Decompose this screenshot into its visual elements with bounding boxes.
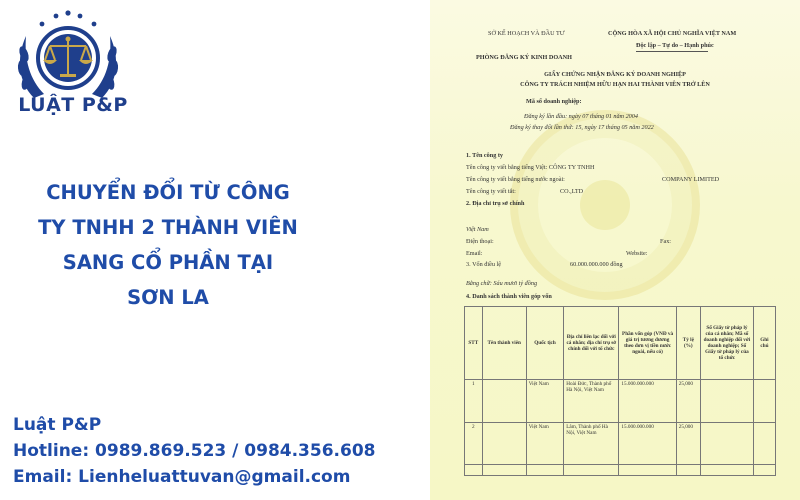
nation-heading: CỘNG HÒA XÃ HỘI CHỦ NGHĨA VIỆT NAM [608, 30, 737, 37]
table-cell-ratio: 25,000 [676, 422, 700, 464]
table-cell-empty [526, 464, 563, 475]
company-name-short-value: CO.,LTD [560, 188, 584, 195]
office-email-label: Email: [466, 250, 483, 257]
enterprise-code-label: Mã số doanh nghiệp: [526, 98, 582, 105]
charter-capital-value: 60.000.000.000 đồng [570, 261, 623, 268]
table-cell-name [482, 380, 526, 422]
first-registration: Đăng ký lần đầu: ngày 07 tháng 01 năm 2004 [524, 113, 638, 120]
table-header: Quốc tịch [526, 307, 563, 380]
capital-in-words: Bằng chữ: Sáu mươi tỷ đồng [466, 280, 538, 287]
table-header: Ghi chú [753, 307, 775, 380]
contact-hotline: Hotline: 0989.869.523 / 0984.356.608 [13, 441, 376, 461]
table-header: Tỷ lệ (%) [676, 307, 700, 380]
table-cell-name [482, 422, 526, 464]
table-row [465, 380, 776, 422]
certificate-title: GIẤY CHỨNG NHẬN ĐĂNG KÝ DOANH NGHIỆP [544, 71, 686, 78]
table-cell-empty [753, 464, 775, 475]
table-cell-nationality: Việt Nam [526, 380, 563, 422]
contact-email: Email: Lienheluattuvan@gmail.com [13, 467, 351, 487]
brand-name: LUẬT P&P [18, 94, 128, 116]
members-table [464, 306, 776, 476]
nation-motto: Độc lập – Tự do – Hạnh phúc [636, 42, 714, 49]
table-cell-id [700, 380, 753, 422]
page-headline [18, 175, 318, 315]
table-cell-nationality: Việt Nam [526, 422, 563, 464]
office-website-label: Website: [626, 250, 648, 257]
section-head-office: 2. Địa chỉ trụ sở chính [466, 200, 525, 207]
company-name-vi: Tên công ty viết bằng tiếng Việt: CÔNG TY TNHH [466, 164, 595, 171]
table-cell-note [753, 422, 775, 464]
emblem-watermark-center [580, 180, 630, 230]
table-cell-empty [619, 464, 676, 475]
table-header: STT [465, 307, 483, 380]
company-name-foreign-value: COMPANY LIMITED [662, 176, 720, 183]
table-cell-capital: 15.000.000.000 [619, 380, 676, 422]
table-cell-note [753, 380, 775, 422]
headline-line: CHUYỂN ĐỔI TỪ CÔNG [46, 181, 290, 204]
table-cell-empty [564, 464, 619, 475]
table-cell-capital: 15.000.000.000 [619, 422, 676, 464]
office-country: Việt Nam [466, 226, 489, 233]
headline-line: SƠN LA [127, 286, 209, 309]
table-cell-empty [465, 464, 483, 475]
table-header: Số Giấy tờ pháp lý của cá nhân; Mã số doanh nghiệp đối với doanh nghiệp; Số Giấy tờ pháp lý của tổ chức [700, 307, 753, 380]
table-row [465, 422, 776, 464]
office-fax-label: Fax: [660, 238, 672, 245]
section-members: 4. Danh sách thành viên góp vốn [466, 293, 552, 300]
table-cell-address: Lâm, Thành phố Hà Nội, Việt Nam [564, 422, 619, 464]
contact-name: Luật P&P [13, 415, 102, 435]
table-cell-ratio: 25,000 [676, 380, 700, 422]
table-header: Tên thành viên [482, 307, 526, 380]
table-cell-stt: 2 [465, 422, 483, 464]
table-header: Địa chỉ liên lạc đối với cá nhân; địa chỉ trụ sở chính đối với tổ chức [564, 307, 619, 380]
office-phone-label: Điện thoại: [466, 238, 494, 245]
table-header: Phần vốn góp (VNĐ và giá trị tương đương theo đơn vị tiền nước ngoài, nếu có) [619, 307, 676, 380]
section-company-name: 1. Tên công ty [466, 152, 504, 159]
contact-block [13, 412, 423, 490]
table-cell-empty [482, 464, 526, 475]
agency-sub: PHÒNG ĐĂNG KÝ KINH DOANH [476, 54, 572, 61]
motto-underline [636, 51, 708, 52]
table-cell-stt: 1 [465, 380, 483, 422]
table-cell-empty [676, 464, 700, 475]
section-charter-capital: 3. Vốn điều lệ [466, 261, 501, 268]
table-header-row [465, 307, 776, 380]
headline-line: SANG CỔ PHẦN TẠI [62, 251, 274, 274]
change-registration: Đăng ký thay đổi lần thứ: 15, ngày 17 tháng 05 năm 2022 [510, 124, 654, 131]
table-cell-address: Hoài Đức, Thành phố Hà Nội, Việt Nam [564, 380, 619, 422]
agency-top: SỞ KẾ HOẠCH VÀ ĐẦU TƯ [488, 30, 565, 37]
company-name-foreign: Tên công ty viết bằng tiếng nước ngoài: [466, 176, 565, 183]
company-name-short: Tên công ty viết tắt: [466, 188, 516, 195]
table-cell-id [700, 422, 753, 464]
table-row-empty [465, 464, 776, 475]
headline-line: TY TNHH 2 THÀNH VIÊN [38, 216, 298, 239]
certificate-subtitle: CÔNG TY TRÁCH NHIỆM HỮU HẠN HAI THÀNH VIÊN TRỞ LÊN [520, 81, 710, 88]
business-registration-certificate [430, 0, 800, 500]
table-cell-empty [700, 464, 753, 475]
